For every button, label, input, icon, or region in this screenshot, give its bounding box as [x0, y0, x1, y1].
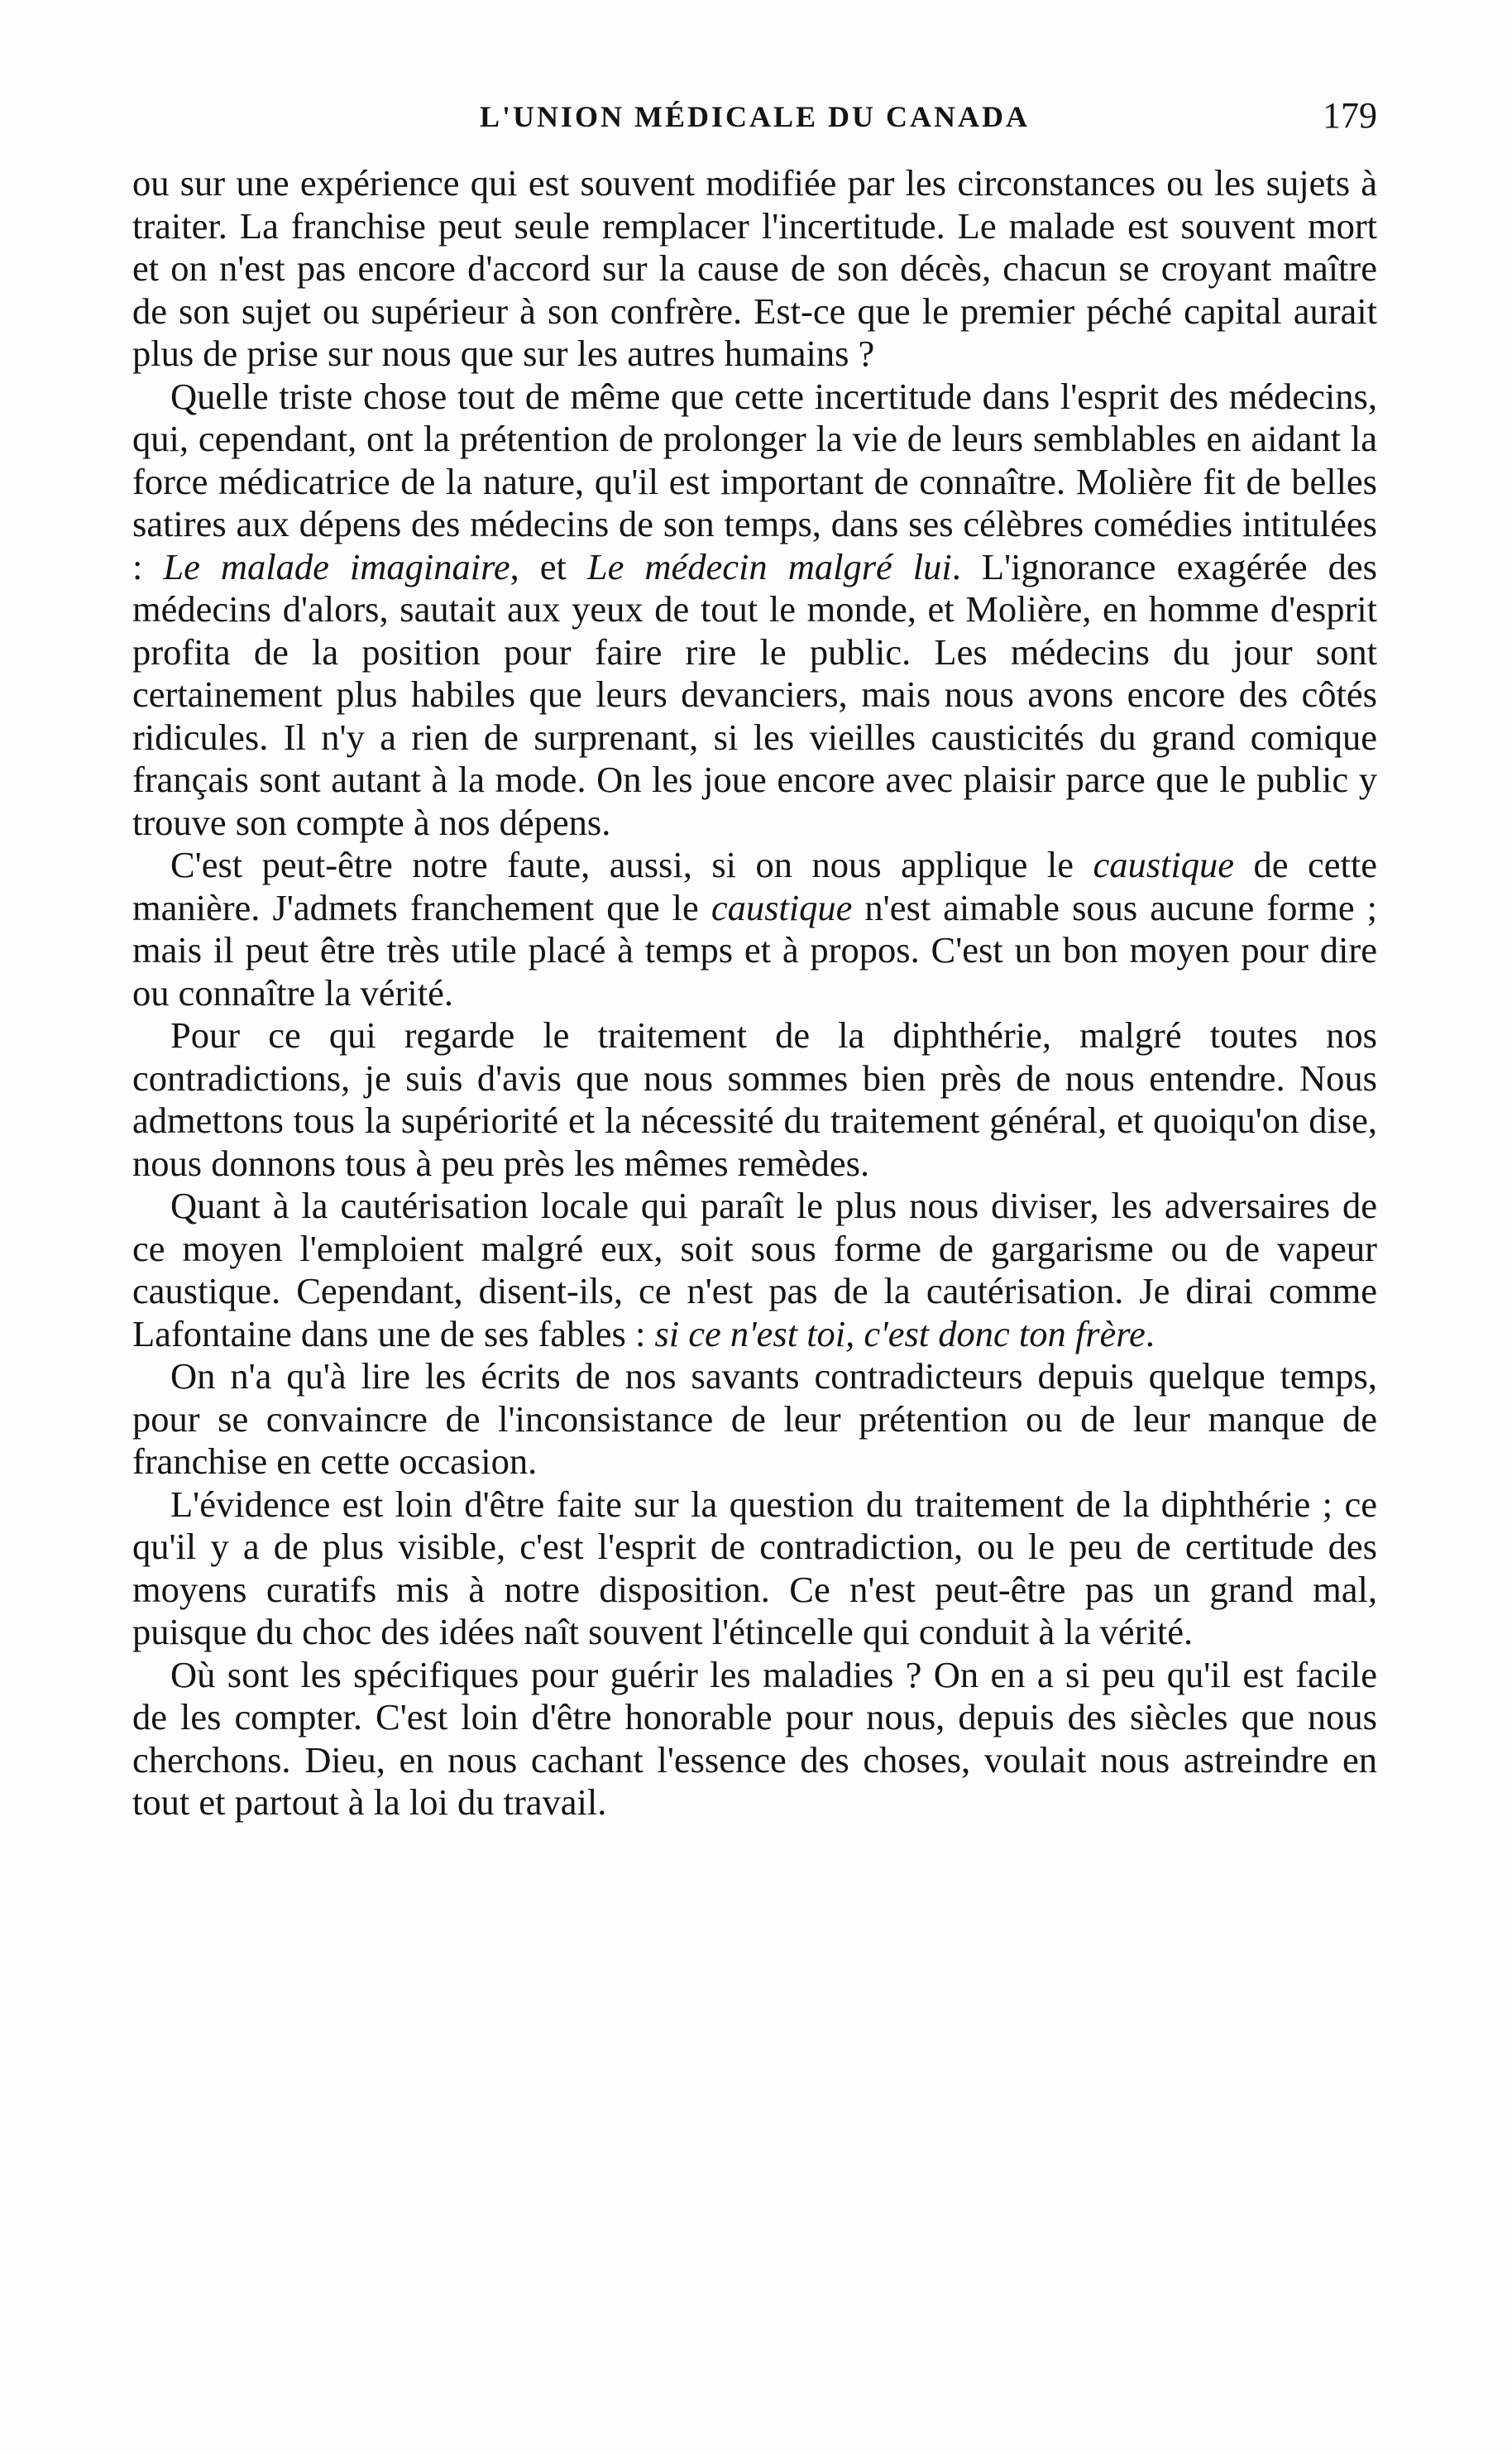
paragraph-text: . L'ignorance exagérée des médecins d'alors, sautait aux yeux de tout le monde, et Molière, en homme d'esprit profita de la position pour faire rire le public. Les médecins du jour sont certainement plus habiles que leurs devanciers, mais nous avons encore des côtés ridicules. Il n'y a rien de surprenant, si les vieilles causticités du grand comique français sont autant à la mode. On les joue encore avec plaisir parce que le public y trouve son compte à nos dépens.: [132, 545, 1377, 843]
paragraph-text: Quant à la cautérisation locale qui paraît le plus nous diviser, les adversaires de ce moyen l'emploient malgré eux, soit sous forme de gargarisme ou de vapeur caustique. Cependant, disent-ils, ce n'est pas de la cautérisation. Je dirai comme Lafontaine dans une de ses fables :: [132, 1185, 1377, 1354]
paragraph-text: Où sont les spécifiques pour guérir les maladies ? On en a si peu qu'il est facile de les compter. C'est loin d'être honorable pour nous, depuis des siècles que nous cherchons. Dieu, en nous cachant l'essence des choses, voulait nous astreindre en tout et partout à la loi du travail.: [132, 1653, 1377, 1823]
page-number: 179: [1323, 95, 1377, 136]
paragraph-text: ou sur une expérience qui est souvent modifiée par les circonstances ou les sujets à traiter. La franchise peut seule remplacer l'incertitude. Le malade est souvent mort et on n'est pas encore d'accord sur la cause de son décès, chacun se croyant maître de son sujet ou supérieur à son confrère. Est-ce que le premier péché capital aurait plus de prise sur nous que sur les autres humains ?: [132, 162, 1377, 374]
paragraph-2: [132, 376, 1377, 845]
fable-quote: si ce n'est toi, c'est donc ton frère: [654, 1312, 1146, 1354]
paragraph-text: , et: [510, 545, 587, 587]
paragraph-text: Quelle triste chose tout de même que cette incertitude dans l'esprit des médecins, qui, cependant, ont la prétention de prolonger la vie de leurs semblables en aidant la force médicatrice de la nature, qu'il est important de connaître. Molière fit de belles satires aux dépens des médecins de son temps, dans ses célèbres comédies intitulées :: [132, 375, 1377, 587]
paragraph-8: [132, 1654, 1377, 1824]
paragraph-text: n'est aimable sous aucune forme ; mais il peut être très utile placé à temps et à propos. C'est un bon moyen pour dire ou connaître la vérité.: [132, 886, 1377, 1014]
paragraph-text: de cette manière. J'admets franchement que le: [132, 844, 1377, 928]
paragraph-text: .: [1145, 1312, 1155, 1354]
italic-caustique: caustique: [1093, 844, 1235, 885]
paragraph-text: On n'a qu'à lire les écrits de nos savants contradicteurs depuis quelque temps, pour se convaincre de l'inconsistance de leur prétention ou de leur manque de franchise en cette occasion.: [132, 1355, 1377, 1482]
paragraph-1: [132, 162, 1377, 376]
running-title: L'UNION MÉDICALE DU CANADA: [479, 100, 1031, 133]
play-title-malade-imaginaire: Le malade imaginaire: [163, 545, 510, 587]
running-head: [132, 95, 1377, 149]
paragraph-text: Pour ce qui regarde le traitement de la diphthérie, malgré toutes nos contradictions, je suis d'avis que nous sommes bien près de nous entendre. Nous admettons tous la supériorité et la nécessité du traitement général, et quoiqu'on dise, nous donnons tous à peu près les mêmes remèdes.: [132, 1014, 1377, 1184]
paragraph-6: [132, 1355, 1377, 1483]
paragraph-7: [132, 1483, 1377, 1654]
paragraph-4: [132, 1014, 1377, 1185]
paragraph-text: L'évidence est loin d'être faite sur la question du traitement de la diphthérie ; ce qu'il y a de plus visible, c'est l'esprit de contradiction, ou le peu de certitude des moyens curatifs mis à notre disposition. Ce n'est peut-être pas un grand mal, puisque du choc des idées naît souvent l'étincelle qui conduit à la vérité.: [132, 1483, 1377, 1652]
paragraph-text: C'est peut-être notre faute, aussi, si on nous applique le: [170, 844, 1093, 885]
paragraph-5: [132, 1185, 1377, 1355]
paragraph-3: [132, 844, 1377, 1014]
play-title-medecin-malgre-lui: Le médecin malgré lui: [586, 545, 952, 587]
italic-caustique: caustique: [711, 886, 853, 928]
body-text: [132, 162, 1377, 1824]
